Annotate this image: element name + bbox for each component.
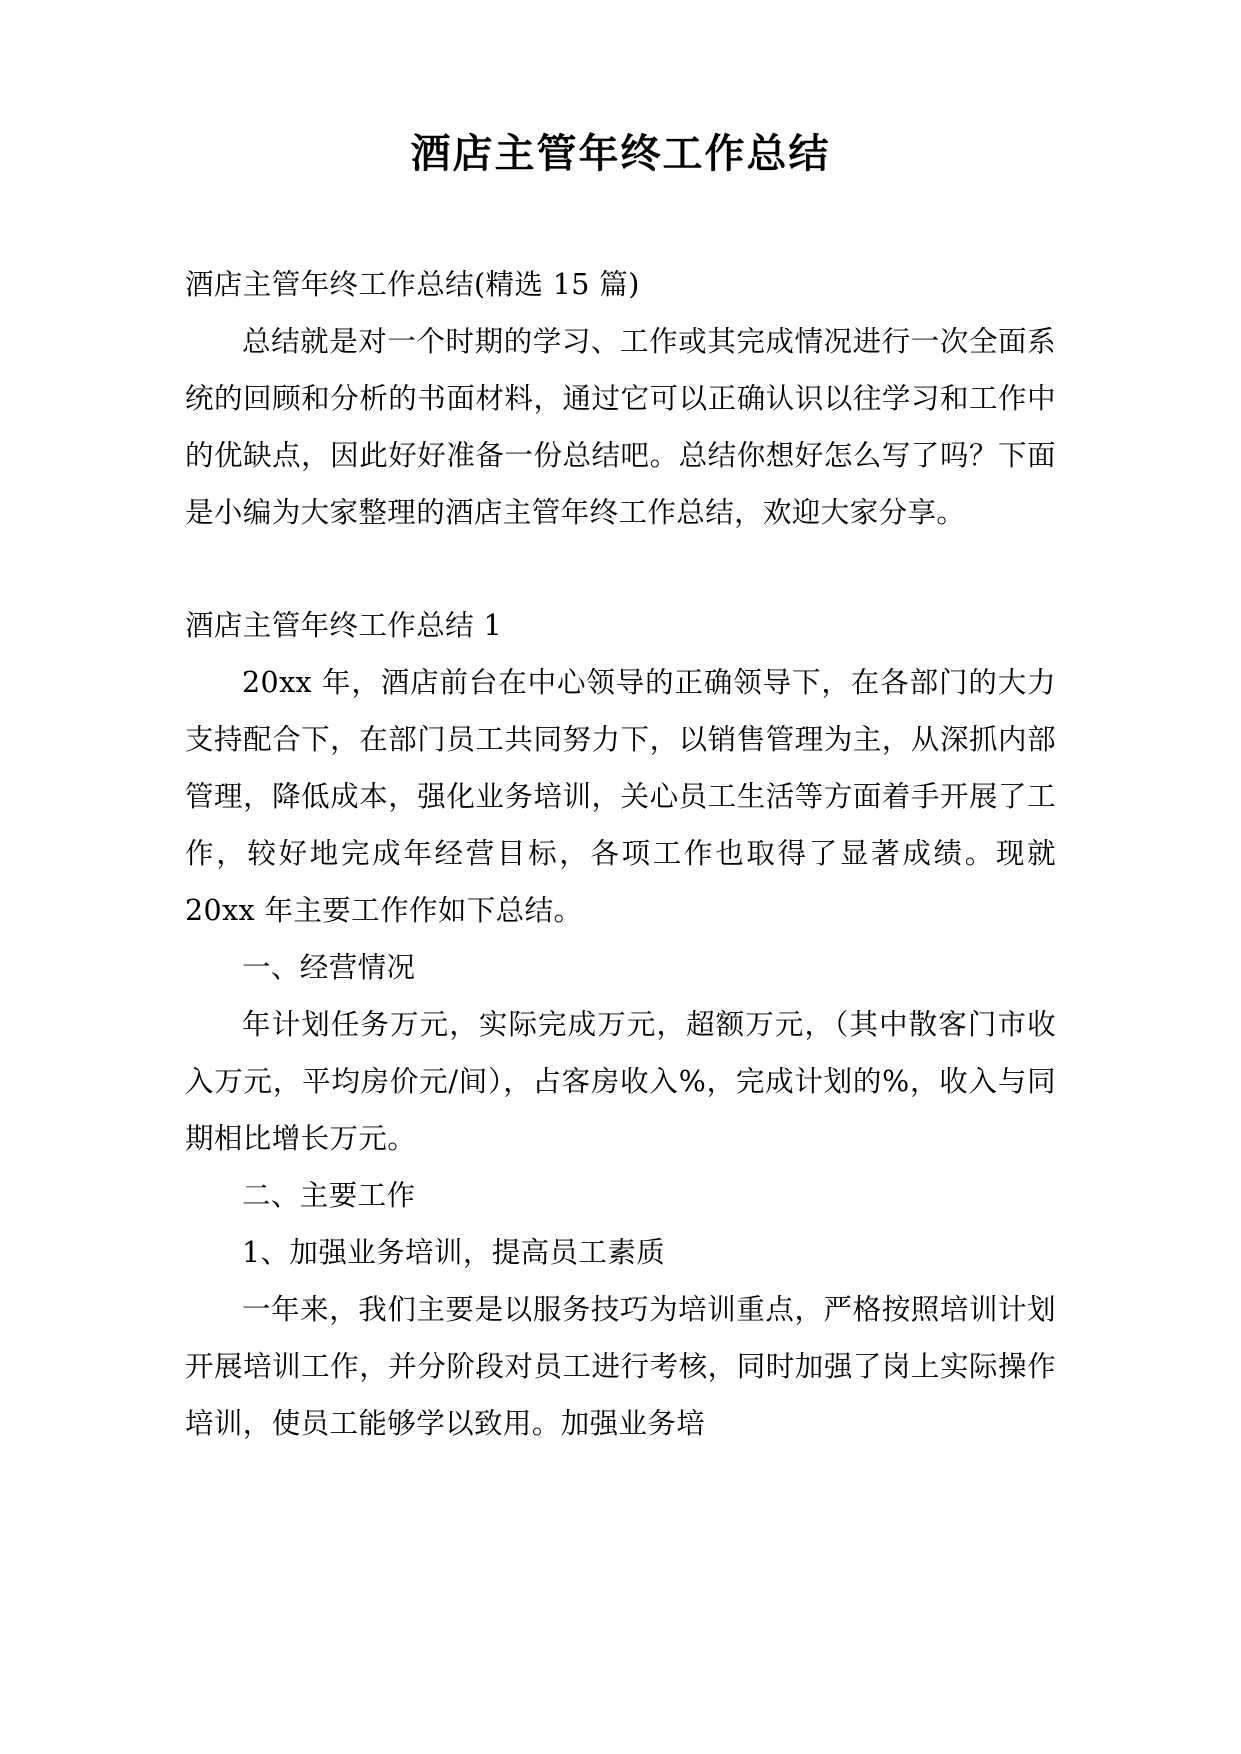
- paragraph-section-1-overview: 20xx 年，酒店前台在中心领导的正确领导下，在各部门的大力支持配合下，在部门员工共同努力下，以销售管理为主，从深抓内部管理，降低成本，强化业务培训，关心员工生活等方面着手开展了工作，较好地完成年经营目标，各项工作也取得了显著成绩。现就 20xx 年主要工作作如下总结。: [185, 666, 1056, 927]
- list-item-training: 1、加强业务培训，提高员工素质: [242, 1236, 666, 1269]
- paragraph-training-detail: 一年来，我们主要是以服务技巧为培训重点，严格按照培训计划开展培训工作，并分阶段对员工进行考核，同时加强了岗上实际操作培训，使员工能够学以致用。加强业务培: [185, 1293, 1056, 1440]
- section-spacer: [185, 541, 1056, 597]
- paragraph-intro: 总结就是对一个时期的学习、工作或其完成情况进行一次全面系统的回顾和分析的书面材料，通过它可以正确认识以往学习和工作中的优缺点，因此好好准备一份总结吧。总结你想好怎么写了吗？下面是小编为大家整理的酒店主管年终工作总结，欢迎大家分享。: [185, 325, 1056, 529]
- subheading-operating-status: 一、经营情况: [242, 951, 416, 984]
- subheading-main-work: 二、主要工作: [242, 1179, 416, 1212]
- paragraph-operating-figures: 年计划任务万元，实际完成万元，超额万元，（其中散客门市收入万元，平均房价元/间），占客房收入%，完成计划的%，收入与同期相比增长万元。: [185, 1008, 1056, 1155]
- paragraph-subtitle: 酒店主管年终工作总结(精选 15 篇): [185, 268, 640, 301]
- page-title: 酒店主管年终工作总结: [410, 131, 831, 177]
- document-body: [185, 256, 1056, 1452]
- heading-section-1: 酒店主管年终工作总结 1: [185, 609, 502, 642]
